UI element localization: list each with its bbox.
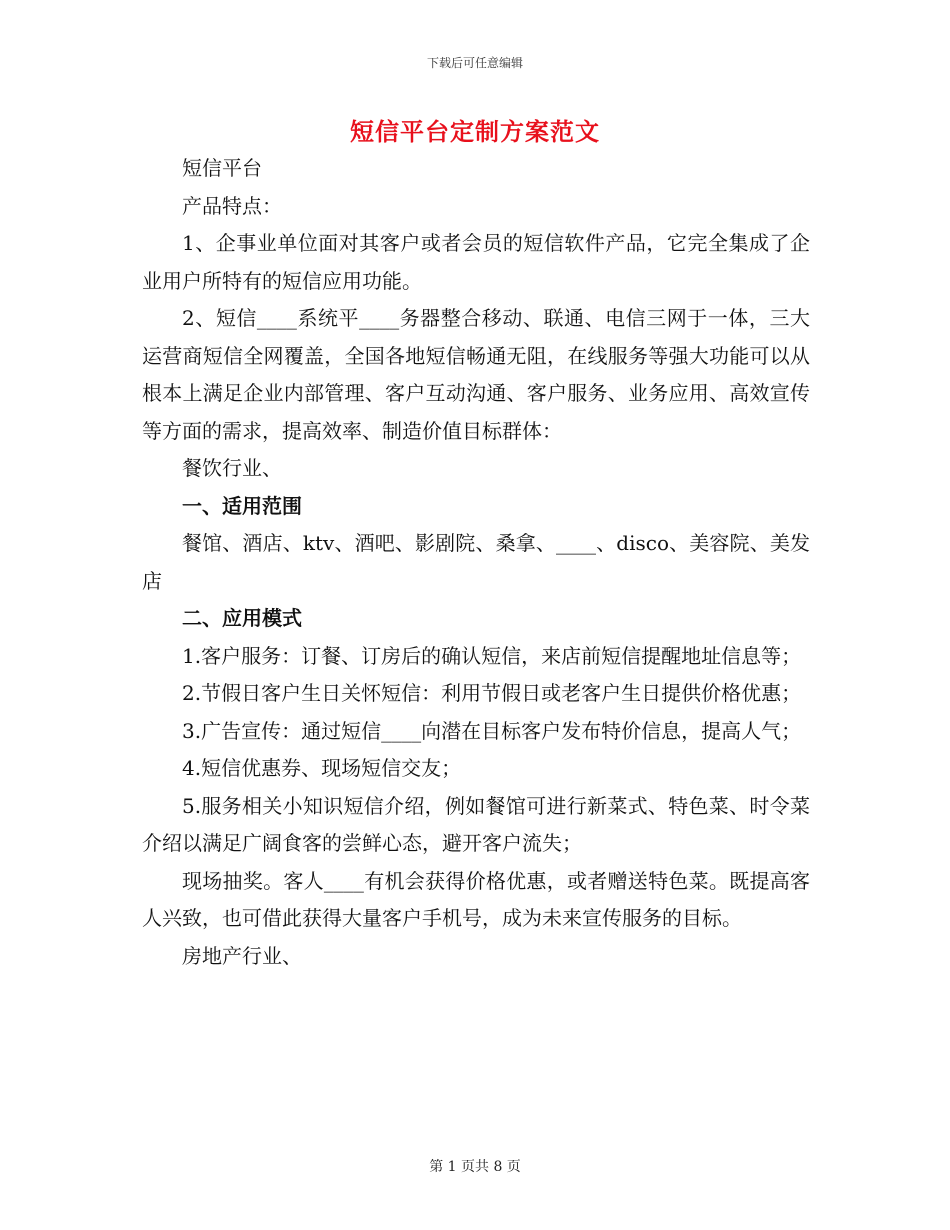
paragraph: 现场抽奖。客人____有机会获得价格优惠，或者赠送特色菜。既提高客人兴致，也可借此获得大量客户手机号，成为未来宣传服务的目标。 [142, 868, 810, 930]
paragraph: 5.服务相关小知识短信介绍，例如餐馆可进行新菜式、特色菜、时令菜介绍以满足广阔食客的尝鲜心态，避开客户流失； [142, 793, 810, 855]
paragraph: 2.节假日客户生日关怀短信：利用节假日或老客户生日提供价格优惠； [182, 681, 802, 705]
page-footer: 第 1 页共 8 页 [429, 1159, 521, 1175]
section-heading: 一、适用范围 [182, 493, 302, 518]
page-header: 下载后可任意编辑 [426, 56, 523, 70]
paragraph: 餐饮行业、 [182, 456, 282, 480]
paragraph: 1、企事业单位面对其客户或者会员的短信软件产品，它完全集成了企业用户所特有的短信应用功能。 [142, 231, 810, 293]
paragraph: 产品特点： [182, 193, 282, 218]
paragraph: 3.广告宣传：通过短信____向潜在目标客户发布特价信息，提高人气； [182, 718, 802, 743]
paragraph: 短信平台 [182, 156, 262, 180]
paragraph: 房地产行业、 [182, 943, 302, 968]
document-title: 短信平台定制方案范文 [350, 117, 600, 146]
paragraph: 2、短信____系统平____务器整合移动、联通、电信三网于一体，三大运营商短信全网覆盖，全国各地短信畅通无阻，在线服务等强大功能可以从根本上满足企业内部管理、客户互动沟通、客户服务、业务应用、高效宣传等方面的需求，提高效率、制造价值目标群体： [142, 306, 810, 443]
paragraph: 餐馆、酒店、ktv、酒吧、影剧院、桑拿、____、disco、美容院、美发店 [142, 531, 810, 593]
paragraph: 1.客户服务：订餐、订房后的确认短信，来店前短信提醒地址信息等； [182, 643, 802, 668]
paragraph: 4.短信优惠券、现场短信交友； [182, 756, 462, 780]
document-body [142, 150, 810, 975]
section-heading: 二、应用模式 [182, 606, 302, 630]
